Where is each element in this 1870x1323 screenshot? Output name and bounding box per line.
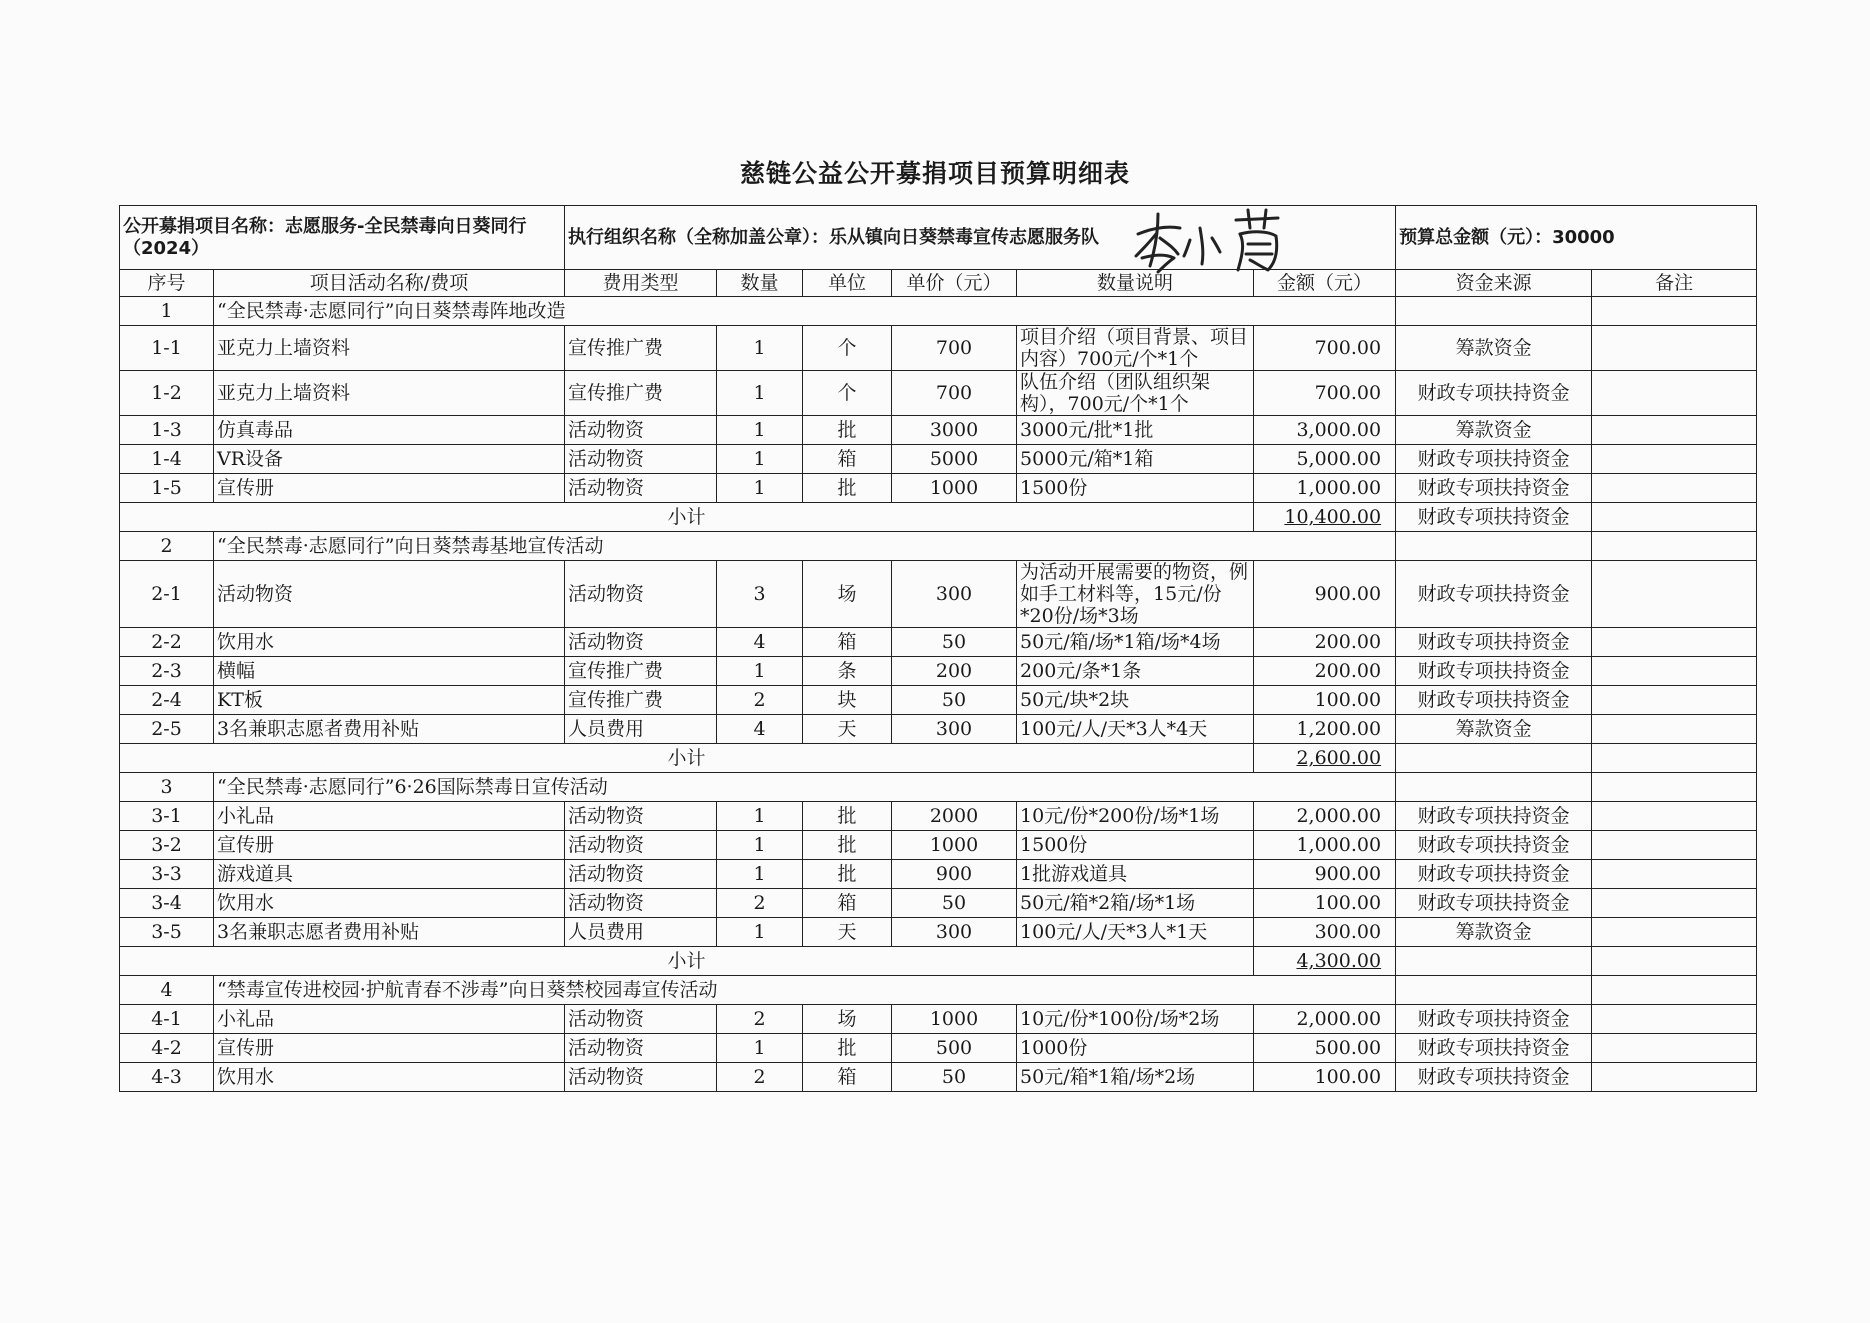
unit-price: 300	[892, 715, 1017, 744]
subtotal-row	[120, 503, 1757, 532]
empty-cell	[1592, 532, 1757, 561]
cost-type: 活动物资	[565, 802, 717, 831]
table-row	[120, 628, 1757, 657]
amount: 100.00	[1254, 1063, 1396, 1092]
item-name: 3名兼职志愿者费用补贴	[214, 715, 565, 744]
unit-price: 900	[892, 860, 1017, 889]
empty-cell	[1396, 297, 1592, 326]
empty-cell	[1592, 947, 1757, 976]
quantity: 3	[717, 561, 803, 628]
row-number: 3-3	[120, 860, 214, 889]
column-header: 项目活动名称/费项	[214, 270, 565, 297]
subtotal-amount: 10,400.00	[1284, 506, 1382, 528]
unit: 批	[803, 1034, 892, 1063]
quantity: 1	[717, 371, 803, 416]
table-row	[120, 831, 1757, 860]
amount: 1,000.00	[1254, 831, 1396, 860]
column-header: 序号	[120, 270, 214, 297]
table-row	[120, 715, 1757, 744]
table-row	[120, 474, 1757, 503]
document-title: 慈链公益公开募捐项目预算明细表	[739, 159, 1130, 188]
quantity-description: 200元/条*1条	[1017, 657, 1254, 686]
unit-price: 50	[892, 1063, 1017, 1092]
fund-source: 财政专项扶持资金	[1396, 860, 1592, 889]
quantity-description: 项目介绍（项目背景、项目内容）700元/个*1个	[1017, 326, 1254, 371]
unit: 场	[803, 1005, 892, 1034]
amount: 700.00	[1254, 371, 1396, 416]
row-number: 1-2	[120, 371, 214, 416]
cost-type: 宣传推广费	[565, 326, 717, 371]
table-row	[120, 371, 1757, 416]
subtotal-amount: 4,300.00	[1296, 950, 1382, 972]
row-number: 4-1	[120, 1005, 214, 1034]
section-number: 2	[120, 532, 214, 561]
note	[1592, 371, 1757, 416]
note	[1592, 445, 1757, 474]
unit: 箱	[803, 445, 892, 474]
note	[1592, 831, 1757, 860]
item-name: 游戏道具	[214, 860, 565, 889]
subtotal-label: 小计	[120, 947, 1254, 976]
row-number: 1-5	[120, 474, 214, 503]
row-number: 3-1	[120, 802, 214, 831]
amount: 500.00	[1254, 1034, 1396, 1063]
fund-source: 财政专项扶持资金	[1396, 474, 1592, 503]
quantity: 4	[717, 715, 803, 744]
unit-price: 200	[892, 657, 1017, 686]
item-name: 3名兼职志愿者费用补贴	[214, 918, 565, 947]
table-row	[120, 686, 1757, 715]
item-name: 宣传册	[214, 831, 565, 860]
row-number: 2-3	[120, 657, 214, 686]
quantity: 4	[717, 628, 803, 657]
amount: 1,200.00	[1254, 715, 1396, 744]
note	[1592, 1063, 1757, 1092]
row-number: 4-3	[120, 1063, 214, 1092]
cost-type: 活动物资	[565, 416, 717, 445]
unit-price: 50	[892, 686, 1017, 715]
row-number: 1-4	[120, 445, 214, 474]
section-name: “全民禁毒·志愿同行”6·26国际禁毒日宣传活动	[214, 773, 1396, 802]
total-budget-cell: 预算总金额（元）：30000	[1396, 206, 1757, 270]
table-row	[120, 889, 1757, 918]
header-row	[120, 206, 1757, 270]
quantity-description: 50元/箱*2箱/场*1场	[1017, 889, 1254, 918]
row-number: 1-1	[120, 326, 214, 371]
quantity-description: 50元/块*2块	[1017, 686, 1254, 715]
item-name: 饮用水	[214, 1063, 565, 1092]
unit: 天	[803, 918, 892, 947]
amount: 100.00	[1254, 889, 1396, 918]
note	[1592, 326, 1757, 371]
section-row	[120, 532, 1757, 561]
row-number: 3-5	[120, 918, 214, 947]
unit: 批	[803, 474, 892, 503]
item-name: 饮用水	[214, 889, 565, 918]
subtotal-label: 小计	[120, 744, 1254, 773]
item-name: 活动物资	[214, 561, 565, 628]
subtotal-fund-source	[1396, 947, 1592, 976]
item-name: 宣传册	[214, 474, 565, 503]
unit-price: 1000	[892, 831, 1017, 860]
quantity-description: 100元/人/天*3人*1天	[1017, 918, 1254, 947]
cost-type: 活动物资	[565, 561, 717, 628]
empty-cell	[1396, 773, 1592, 802]
section-name: “全民禁毒·志愿同行”向日葵禁毒基地宣传活动	[214, 532, 1396, 561]
table-row	[120, 802, 1757, 831]
unit: 批	[803, 860, 892, 889]
note	[1592, 628, 1757, 657]
unit-price: 1000	[892, 474, 1017, 503]
column-header: 备注	[1592, 270, 1757, 297]
quantity-description: 100元/人/天*3人*4天	[1017, 715, 1254, 744]
row-number: 2-1	[120, 561, 214, 628]
cost-type: 活动物资	[565, 860, 717, 889]
unit-price: 500	[892, 1034, 1017, 1063]
subtotal-amount-cell	[1254, 503, 1396, 532]
org-name: 执行组织名称（全称加盖公章）：乐从镇向日葵禁毒宣传志愿服务队	[568, 226, 1100, 248]
quantity-description: 10元/份*200份/场*1场	[1017, 802, 1254, 831]
subtotal-fund-source	[1396, 744, 1592, 773]
note	[1592, 860, 1757, 889]
fund-source: 筹款资金	[1396, 326, 1592, 371]
quantity-description: 1500份	[1017, 474, 1254, 503]
cost-type: 活动物资	[565, 445, 717, 474]
item-name: 亚克力上墙资料	[214, 371, 565, 416]
amount: 3,000.00	[1254, 416, 1396, 445]
table-row	[120, 561, 1757, 628]
column-header: 单位	[803, 270, 892, 297]
budget-table-body	[120, 206, 1757, 1092]
empty-cell	[1592, 744, 1757, 773]
unit: 场	[803, 561, 892, 628]
quantity-description: 5000元/箱*1箱	[1017, 445, 1254, 474]
table-row	[120, 860, 1757, 889]
item-name: 亚克力上墙资料	[214, 326, 565, 371]
quantity-description: 10元/份*100份/场*2场	[1017, 1005, 1254, 1034]
unit-price: 700	[892, 371, 1017, 416]
empty-cell	[1396, 532, 1592, 561]
unit: 批	[803, 831, 892, 860]
subtotal-label: 小计	[120, 503, 1254, 532]
section-number: 1	[120, 297, 214, 326]
note	[1592, 474, 1757, 503]
quantity-description: 1000份	[1017, 1034, 1254, 1063]
quantity: 1	[717, 1034, 803, 1063]
item-name: KT板	[214, 686, 565, 715]
cost-type: 活动物资	[565, 831, 717, 860]
cost-type: 活动物资	[565, 474, 717, 503]
table-row	[120, 326, 1757, 371]
note	[1592, 657, 1757, 686]
note	[1592, 416, 1757, 445]
amount: 900.00	[1254, 561, 1396, 628]
subtotal-amount-cell	[1254, 947, 1396, 976]
quantity: 2	[717, 1063, 803, 1092]
subtotal-fund-source: 财政专项扶持资金	[1396, 503, 1592, 532]
quantity: 2	[717, 889, 803, 918]
project-name-cell: 公开募捐项目名称：志愿服务-全民禁毒向日葵同行（2024）	[120, 206, 565, 270]
unit-price: 50	[892, 889, 1017, 918]
quantity-description: 1500份	[1017, 831, 1254, 860]
quantity: 1	[717, 802, 803, 831]
note	[1592, 1005, 1757, 1034]
section-row	[120, 773, 1757, 802]
amount: 2,000.00	[1254, 1005, 1396, 1034]
cost-type: 人员费用	[565, 918, 717, 947]
amount: 1,000.00	[1254, 474, 1396, 503]
unit: 条	[803, 657, 892, 686]
row-number: 1-3	[120, 416, 214, 445]
cost-type: 活动物资	[565, 1005, 717, 1034]
column-header: 资金来源	[1396, 270, 1592, 297]
unit-price: 3000	[892, 416, 1017, 445]
fund-source: 财政专项扶持资金	[1396, 1034, 1592, 1063]
quantity: 1	[717, 831, 803, 860]
note	[1592, 918, 1757, 947]
column-header: 费用类型	[565, 270, 717, 297]
column-header: 金额（元）	[1254, 270, 1396, 297]
section-number: 3	[120, 773, 214, 802]
table-row	[120, 1063, 1757, 1092]
fund-source: 财政专项扶持资金	[1396, 1063, 1592, 1092]
quantity: 1	[717, 918, 803, 947]
amount: 300.00	[1254, 918, 1396, 947]
quantity-description: 3000元/批*1批	[1017, 416, 1254, 445]
row-number: 3-4	[120, 889, 214, 918]
unit-price: 2000	[892, 802, 1017, 831]
fund-source: 财政专项扶持资金	[1396, 657, 1592, 686]
empty-cell	[1592, 773, 1757, 802]
subtotal-amount: 2,600.00	[1296, 747, 1382, 769]
column-header: 单价（元）	[892, 270, 1017, 297]
table-row	[120, 657, 1757, 686]
quantity-description: 为活动开展需要的物资，例如手工材料等，15元/份*20份/场*3场	[1017, 561, 1254, 628]
section-name: “全民禁毒·志愿同行”向日葵禁毒阵地改造	[214, 297, 1396, 326]
table-row	[120, 445, 1757, 474]
fund-source: 财政专项扶持资金	[1396, 831, 1592, 860]
fund-source: 财政专项扶持资金	[1396, 445, 1592, 474]
fund-source: 筹款资金	[1396, 715, 1592, 744]
item-name: 小礼品	[214, 1005, 565, 1034]
subtotal-row	[120, 744, 1757, 773]
unit: 箱	[803, 1063, 892, 1092]
cost-type: 活动物资	[565, 889, 717, 918]
quantity: 2	[717, 1005, 803, 1034]
unit-price: 50	[892, 628, 1017, 657]
empty-cell	[1592, 976, 1757, 1005]
budget-table	[119, 205, 1757, 1092]
fund-source: 财政专项扶持资金	[1396, 889, 1592, 918]
table-row	[120, 918, 1757, 947]
subtotal-row	[120, 947, 1757, 976]
column-header: 数量	[717, 270, 803, 297]
row-number: 3-2	[120, 831, 214, 860]
fund-source: 财政专项扶持资金	[1396, 1005, 1592, 1034]
section-number: 4	[120, 976, 214, 1005]
fund-source: 财政专项扶持资金	[1396, 686, 1592, 715]
quantity-description: 50元/箱/场*1箱/场*4场	[1017, 628, 1254, 657]
row-number: 2-2	[120, 628, 214, 657]
amount: 100.00	[1254, 686, 1396, 715]
unit-price: 700	[892, 326, 1017, 371]
amount: 2,000.00	[1254, 802, 1396, 831]
quantity-description: 50元/箱*1箱/场*2场	[1017, 1063, 1254, 1092]
unit: 批	[803, 416, 892, 445]
amount: 700.00	[1254, 326, 1396, 371]
amount: 200.00	[1254, 628, 1396, 657]
quantity: 1	[717, 860, 803, 889]
row-number: 4-2	[120, 1034, 214, 1063]
fund-source: 财政专项扶持资金	[1396, 371, 1592, 416]
item-name: 仿真毒品	[214, 416, 565, 445]
fund-source: 筹款资金	[1396, 918, 1592, 947]
fund-source: 筹款资金	[1396, 416, 1592, 445]
subtotal-amount-cell	[1254, 744, 1396, 773]
table-row	[120, 416, 1757, 445]
unit: 个	[803, 371, 892, 416]
quantity: 1	[717, 326, 803, 371]
cost-type: 宣传推广费	[565, 371, 717, 416]
unit-price: 300	[892, 561, 1017, 628]
section-row	[120, 976, 1757, 1005]
item-name: VR设备	[214, 445, 565, 474]
quantity: 2	[717, 686, 803, 715]
unit: 箱	[803, 889, 892, 918]
fund-source: 财政专项扶持资金	[1396, 802, 1592, 831]
unit: 天	[803, 715, 892, 744]
unit: 个	[803, 326, 892, 371]
quantity: 1	[717, 445, 803, 474]
amount: 5,000.00	[1254, 445, 1396, 474]
section-name: “禁毒宣传进校园·护航青春不涉毒”向日葵禁校园毒宣传活动	[214, 976, 1396, 1005]
section-row	[120, 297, 1757, 326]
quantity: 1	[717, 416, 803, 445]
cost-type: 宣传推广费	[565, 657, 717, 686]
quantity-description: 队伍介绍（团队组织架构），700元/个*1个	[1017, 371, 1254, 416]
cost-type: 宣传推广费	[565, 686, 717, 715]
amount: 900.00	[1254, 860, 1396, 889]
quantity: 1	[717, 657, 803, 686]
cost-type: 人员费用	[565, 715, 717, 744]
unit-price: 300	[892, 918, 1017, 947]
cost-type: 活动物资	[565, 1034, 717, 1063]
unit-price: 5000	[892, 445, 1017, 474]
empty-cell	[1396, 976, 1592, 1005]
empty-cell	[1592, 297, 1757, 326]
note	[1592, 1034, 1757, 1063]
unit: 批	[803, 802, 892, 831]
note	[1592, 802, 1757, 831]
column-header-row	[120, 270, 1757, 297]
note	[1592, 715, 1757, 744]
quantity-description: 1批游戏道具	[1017, 860, 1254, 889]
item-name: 宣传册	[214, 1034, 565, 1063]
cost-type: 活动物资	[565, 1063, 717, 1092]
note	[1592, 561, 1757, 628]
unit: 块	[803, 686, 892, 715]
item-name: 横幅	[214, 657, 565, 686]
amount: 200.00	[1254, 657, 1396, 686]
row-number: 2-5	[120, 715, 214, 744]
note	[1592, 686, 1757, 715]
column-header: 数量说明	[1017, 270, 1254, 297]
signature-handwriting	[1128, 206, 1288, 274]
item-name: 饮用水	[214, 628, 565, 657]
cost-type: 活动物资	[565, 628, 717, 657]
quantity: 1	[717, 474, 803, 503]
unit: 箱	[803, 628, 892, 657]
table-row	[120, 1034, 1757, 1063]
empty-cell	[1592, 503, 1757, 532]
unit-price: 1000	[892, 1005, 1017, 1034]
note	[1592, 889, 1757, 918]
fund-source: 财政专项扶持资金	[1396, 561, 1592, 628]
row-number: 2-4	[120, 686, 214, 715]
fund-source: 财政专项扶持资金	[1396, 628, 1592, 657]
table-row	[120, 1005, 1757, 1034]
item-name: 小礼品	[214, 802, 565, 831]
